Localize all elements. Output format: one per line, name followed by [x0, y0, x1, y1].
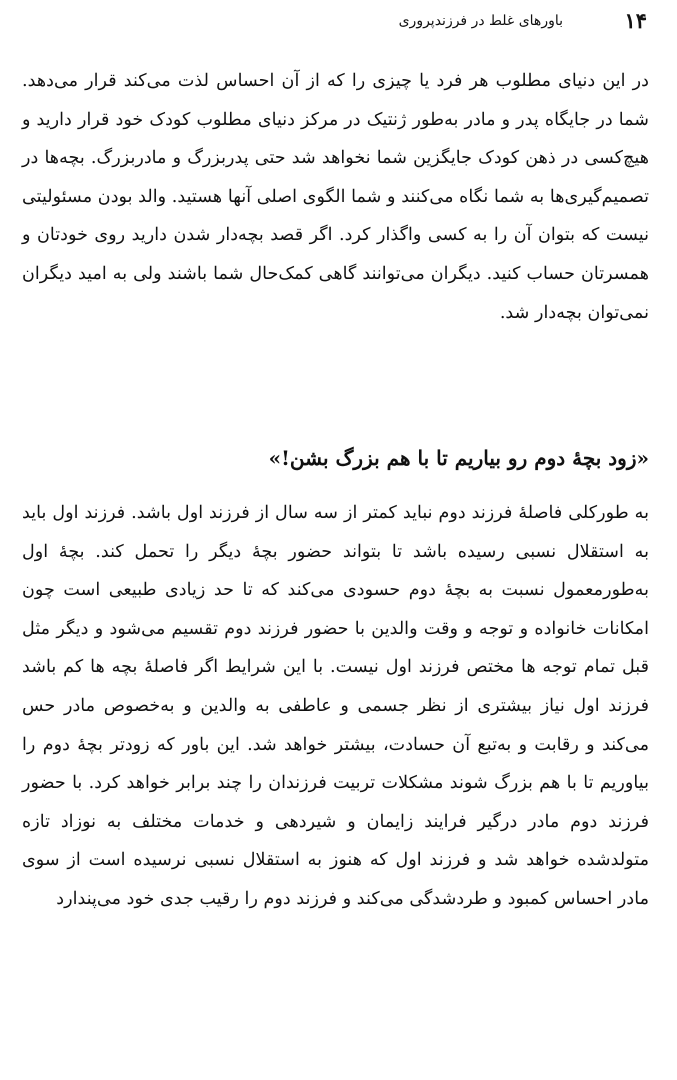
page-number: ۱۴: [624, 8, 647, 33]
page-header: [30, 8, 647, 34]
running-title: باورهای غلط در فرزندپروری: [398, 13, 563, 29]
body-paragraph-1: در این دنیای مطلوب هر فرد یا چیزی را که از آن احساس لذت می‌کند قرار می‌دهد. شما در جایگاه پدر و مادر به‌طور ژنتیک در مرکز دنیای مطلوب کودک خود قرار دارید و هیچ‌کسی در ذهن کودک جایگزین شما نخواهد شد حتی پدربزرگ و مادربزرگ. بچه‌ها در تصمیم‌گیری‌ها به شما نگاه می‌کنند و شما الگوی اصلی آنها هستید. والد بودن مسئولیتی نیست که بتوان آن را به کسی واگذار کرد. اگر قصد بچه‌دار شدن دارید روی خودتان و همسرتان حساب کنید. دیگران می‌توانند گاهی کمک‌حال شما باشند ولی به امید دیگران نمی‌توان بچه‌دار شد.: [22, 71, 649, 323]
section-heading: «زود بچهٔ دوم رو بیاریم تا با هم بزرگ بشن!»: [268, 446, 649, 470]
body-paragraph-2: به طورکلی فاصلهٔ فرزند دوم نباید کمتر از سه سال از فرزند اول باشد. فرزند اول باید به استقلال نسبی رسیده باشد تا بتواند حضور بچهٔ دیگر را تحمل کند. بچهٔ اول به‌طورمعمول نسبت به بچهٔ دوم حسودی می‌کند که تا حد زیادی طبیعی است چون امکانات خانواده و توجه و وقت والدین با حضور فرزند دوم تقسیم می‌شود و دیگر مثل قبل تمام توجه ها مختص فرزند اول نیست. با این شرایط اگر فاصلهٔ بچه ها کم باشد فرزند اول نیاز بیشتری از نظر جسمی و عاطفی به والدین و به‌خصوص مادر حس می‌کند و رقابت و به‌تبع آن حسادت، بیشتر خواهد شد. این باور که زودتر بچهٔ دوم را بیاوریم تا با هم بزرگ شوند مشکلات تربیت فرزندان را چند برابر خواهد کرد. با حضور فرزند دوم مادر درگیر فرایند زایمان و شیردهی و خدمات مختلف به نوزاد تازه متولدشده خواهد شد و فرزند اول که هنوز به استقلال نسبی نرسیده است از سوی مادر احساس کمبود و طردشدگی می‌کند و فرزند دوم را رقیب جدی خود می‌پندارد: [22, 503, 649, 909]
